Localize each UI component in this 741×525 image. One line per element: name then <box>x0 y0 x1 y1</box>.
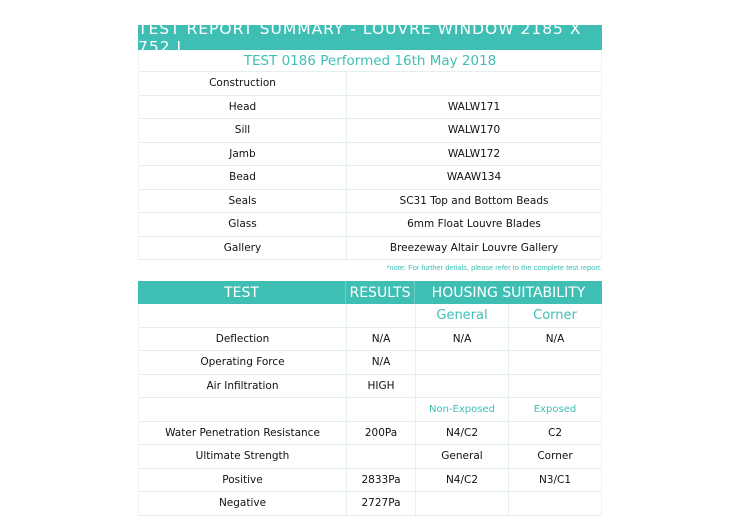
test-result: 2727Pa <box>347 492 416 515</box>
summary-row <box>138 213 602 237</box>
summary-value: WALW172 <box>447 147 501 160</box>
results-row <box>138 398 602 422</box>
housing-general: N/A <box>416 328 509 351</box>
test-name <box>139 304 347 327</box>
footnote: *note: For further detials, please refer to the complete test report. <box>386 263 602 272</box>
test-result <box>347 304 416 327</box>
results-row <box>138 492 602 516</box>
test-name: Water Penetration Resistance <box>139 422 347 445</box>
test-name: Air Infiltration <box>139 375 347 398</box>
housing-corner <box>509 492 601 515</box>
summary-label: Jamb <box>139 143 347 166</box>
summary-row <box>138 190 602 214</box>
housing-corner <box>509 375 601 398</box>
test-result <box>347 445 416 468</box>
test-name: Negative <box>139 492 347 515</box>
summary-row <box>138 96 602 120</box>
test-name: Operating Force <box>139 351 347 374</box>
results-row <box>138 445 602 469</box>
results-row <box>138 469 602 493</box>
test-result: HIGH <box>347 375 416 398</box>
test-result <box>347 398 416 421</box>
housing-corner: Exposed <box>533 403 577 415</box>
results-row <box>138 304 602 328</box>
results-row <box>138 328 602 352</box>
header-results: RESULTS <box>346 281 415 304</box>
summary-label: Head <box>139 96 347 119</box>
results-table <box>138 281 602 516</box>
housing-corner <box>509 351 601 374</box>
test-result: N/A <box>347 328 416 351</box>
summary-label: Glass <box>139 213 347 236</box>
summary-row <box>138 72 602 96</box>
header-housing-suitability: HOUSING SUITABILITY <box>431 284 586 301</box>
summary-row <box>138 119 602 143</box>
summary-value: Breezeway Altair Louvre Gallery <box>389 241 559 254</box>
results-row <box>138 375 602 399</box>
test-result: N/A <box>347 351 416 374</box>
housing-corner: C2 <box>547 426 562 439</box>
summary-table <box>138 19 602 260</box>
housing-corner: N3/C1 <box>538 473 572 486</box>
test-name <box>139 398 347 421</box>
housing-corner: Corner <box>537 450 573 463</box>
results-row <box>138 351 602 375</box>
housing-general: N4/C2 <box>416 422 509 445</box>
test-name: Ultimate Strength <box>139 445 347 468</box>
summary-value: WALW171 <box>447 100 501 113</box>
housing-general: N4/C2 <box>416 469 509 492</box>
test-result: 2833Pa <box>347 469 416 492</box>
report-subtitle: TEST 0186 Performed 16th May 2018 <box>138 50 602 72</box>
summary-label: Sill <box>139 119 347 142</box>
summary-label: Bead <box>139 166 347 189</box>
results-row <box>138 422 602 446</box>
test-result: 200Pa <box>347 422 416 445</box>
housing-general: General <box>416 445 509 468</box>
summary-value <box>347 72 601 95</box>
test-name: Deflection <box>139 328 347 351</box>
test-name: Positive <box>139 469 347 492</box>
summary-label: Construction <box>139 72 347 95</box>
summary-label: Seals <box>139 190 347 213</box>
housing-corner: Corner <box>533 307 577 323</box>
report-title: TEST REPORT SUMMARY - LOUVRE WINDOW 2185 X 752 L <box>138 25 602 50</box>
housing-general: Non-Exposed <box>416 398 509 421</box>
housing-corner: N/A <box>545 332 565 345</box>
results-header <box>138 281 602 304</box>
housing-general <box>416 351 509 374</box>
summary-value: SC31 Top and Bottom Beads <box>399 194 549 207</box>
summary-row <box>138 166 602 190</box>
housing-general: General <box>416 304 509 327</box>
summary-value: 6mm Float Louvre Blades <box>407 218 541 231</box>
housing-general <box>416 375 509 398</box>
summary-row <box>138 237 602 261</box>
header-test: TEST <box>138 281 346 304</box>
summary-value: WALW170 <box>447 124 501 137</box>
summary-label: Gallery <box>139 237 347 260</box>
housing-general <box>416 492 509 515</box>
summary-value: WAAW134 <box>446 171 502 184</box>
summary-row <box>138 143 602 167</box>
